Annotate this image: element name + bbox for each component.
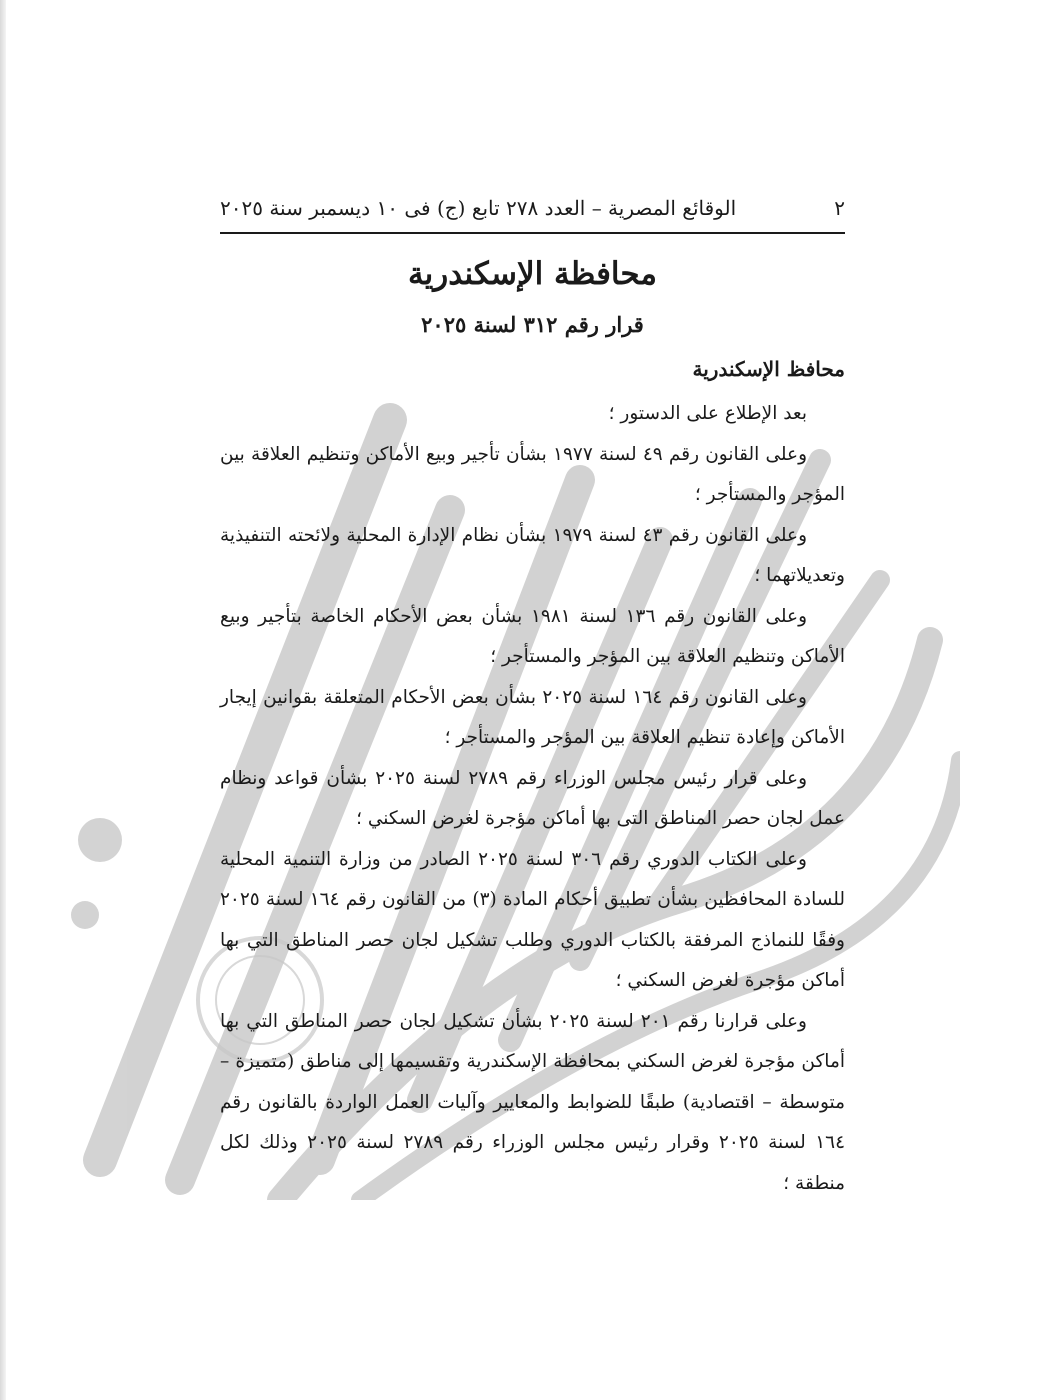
decree-body [220,354,845,1204]
gazette-header [220,188,845,228]
preamble-paragraph: وعلى القانون رقم ٤٣ لسنة ١٩٧٩ بشأن نظام الإدارة المحلية ولائحته التنفيذية وتعديلاتهما ؛ [220,524,845,586]
gazette-issue-line: الوقائع المصرية – العدد ٢٧٨ تابع (ج) فى ١٠ ديسمبر سنة ٢٠٢٥ [220,196,737,220]
preamble-paragraph: بعد الإطلاع على الدستور ؛ [608,403,807,424]
decree-title: قرار رقم ٣١٢ لسنة ٢٠٢٥ [421,312,644,337]
page-edge-shadow [0,0,6,1400]
preamble-paragraph: وعلى قرارنا رقم ٢٠١ لسنة ٢٠٢٥ بشأن تشكيل لجان حصر المناطق التي بها أماكن مؤجرة لغرض السكني بمحافظة الإسكندرية وتقسيمها إلى مناطق (متميزة – متوسطة – اقتصادية) طبقًا للضوابط والمعايير وآليات العمل الواردة بالقانون رقم ١٦٤ لسنة ٢٠٢٥ وقرار رئيس مجلس الوزراء رقم ٢٧٨٩ لسنة ٢٠٢٥ وذلك لكل منطقة ؛ [220,1010,846,1194]
signatory-heading: محافظ الإسكندرية [692,357,845,381]
preamble-paragraph: وعلى قرار رئيس مجلس الوزراء رقم ٢٧٨٩ لسنة ٢٠٢٥ بشأن قواعد ونظام عمل لجان حصر المناطق التى بها أماكن مؤجرة لغرض السكني ؛ [220,767,845,829]
page-number: ٢ [834,196,845,220]
preamble-paragraph: وعلى الكتاب الدوري رقم ٣٠٦ لسنة ٢٠٢٥ الصادر من وزارة التنمية المحلية للسادة المحافظين بشأن تطبيق أحكام المادة (٣) من القانون رقم ١٦٤ لسنة ٢٠٢٥ وفقًا للنماذج المرفقة بالكتاب الدوري وطلب تشكيل لجان حصر المناطق التي بها أماكن مؤجرة لغرض السكني ؛ [220,848,846,991]
preamble-paragraph: وعلى القانون رقم ١٣٦ لسنة ١٩٨١ بشأن بعض الأحكام الخاصة بتأجير وبيع الأماكن وتنظيم العلاقة بين المؤجر والمستأجر ؛ [220,605,845,667]
preamble-paragraph: وعلى القانون رقم ٤٩ لسنة ١٩٧٧ بشأن تأجير وبيع الأماكن وتنظيم العلاقة بين المؤجر والمستأجر ؛ [220,443,845,505]
header-divider [220,232,845,234]
governorate-title: محافظة الإسكندرية [408,256,657,292]
preamble-paragraph: وعلى القانون رقم ١٦٤ لسنة ٢٠٢٥ بشأن بعض الأحكام المتعلقة بقوانين إيجار الأماكن وإعادة تنظيم العلاقة بين المؤجر والمستأجر ؛ [220,686,845,748]
